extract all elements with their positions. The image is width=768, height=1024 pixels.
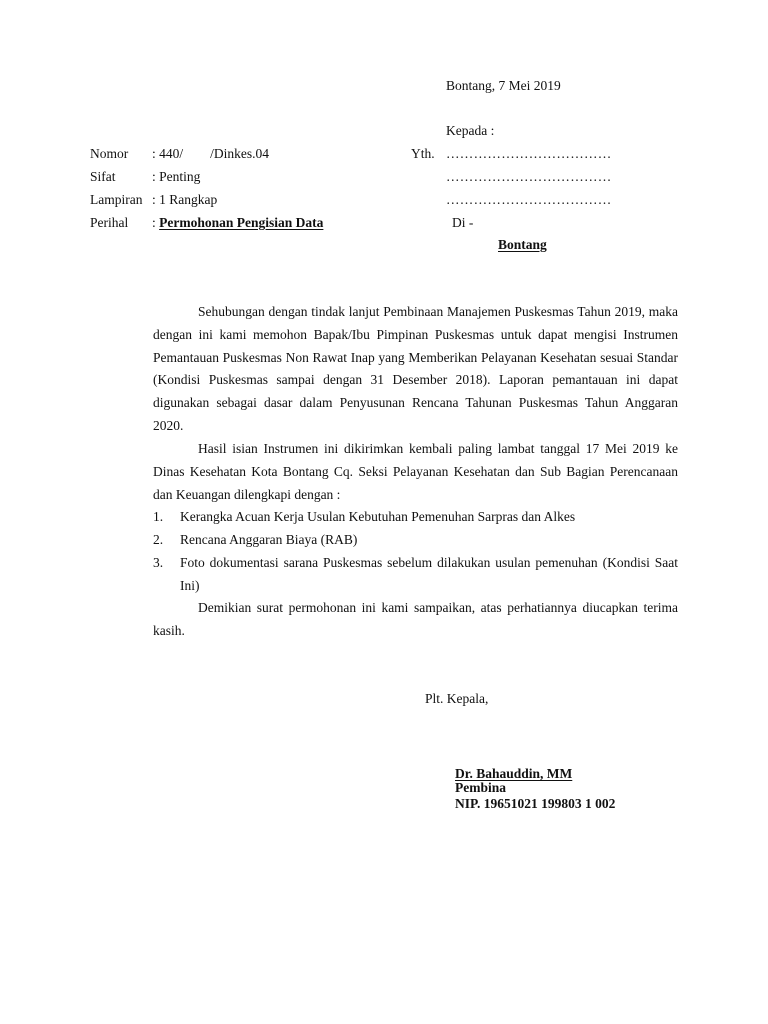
recipient-di: Di -: [452, 215, 474, 230]
sifat-label: Sifat: [90, 169, 116, 184]
perihal-subject: Permohonan Pengisian Data: [159, 215, 324, 230]
list-number: 2.: [153, 532, 164, 547]
list-text: Rencana Anggaran Biaya (RAB): [180, 532, 358, 547]
recipient-dots-line-3: ………………………………: [446, 192, 612, 207]
perihal-colon: :: [152, 215, 156, 230]
list-text: Foto dokumentasi sarana Puskesmas sebelum dilakukan usulan pemenuhan (Kondisi Saat Ini): [180, 555, 678, 593]
recipient-yth: Yth.: [411, 146, 435, 161]
recipient-dots-line-1: ………………………………: [446, 146, 612, 161]
signature-rank: Pembina: [455, 780, 507, 795]
body-closing: Demikian surat permohonan ini kami sampaikan, atas perhatiannya diucapkan terima kasih.: [153, 600, 678, 638]
signature-title: Plt. Kepala,: [425, 691, 489, 706]
signature-nip: NIP. 19651021 199803 1 002: [455, 796, 616, 811]
nomor-label: Nomor: [90, 146, 129, 161]
sifat-value: : Penting: [152, 169, 201, 184]
place-date: Bontang, 7 Mei 2019: [446, 78, 561, 93]
body-paragraph-2: Hasil isian Instrumen ini dikirimkan kembali paling lambat tanggal 17 Mei 2019 ke Dinas Kesehatan Kota Bontang Cq. Seksi Pelayanan Kesehatan dan Sub Bagian Perencanaan dan Keuangan dilengkapi dengan :: [153, 441, 678, 502]
recipient-city: Bontang: [498, 237, 547, 252]
nomor-value: : 440/ /Dinkes.04: [152, 146, 269, 161]
lampiran-value: : 1 Rangkap: [152, 192, 218, 207]
lampiran-label: Lampiran: [90, 192, 143, 207]
signature-name: Dr. Bahauddin, MM: [455, 766, 573, 781]
body-paragraph-1: Sehubungan dengan tindak lanjut Pembinaan Manajemen Puskesmas Tahun 2019, maka dengan ini kami memohon Bapak/Ibu Pimpinan Puskesmas untuk dapat mengisi Instrumen Pemantauan Puskesmas Non Rawat Inap yang Memberikan Pelayanan Kesehatan sesuai Standar (Kondisi Puskesmas sampai dengan 31 Desember 2018). Laporan pemantauan ini dapat digunakan sebagai dasar dalam Penyusunan Rencana Tahunan Puskesmas Tahun Anggaran 2020.: [153, 304, 678, 433]
recipient-dots-line-2: ………………………………: [446, 169, 612, 184]
list-number: 1.: [153, 509, 164, 524]
perihal-value-wrap: [152, 215, 323, 231]
perihal-label: Perihal: [90, 215, 129, 230]
recipient-kepada: Kepada :: [446, 123, 495, 138]
list-text: Kerangka Acuan Kerja Usulan Kebutuhan Pemenuhan Sarpras dan Alkes: [180, 509, 576, 524]
list-number: 3.: [153, 555, 164, 570]
